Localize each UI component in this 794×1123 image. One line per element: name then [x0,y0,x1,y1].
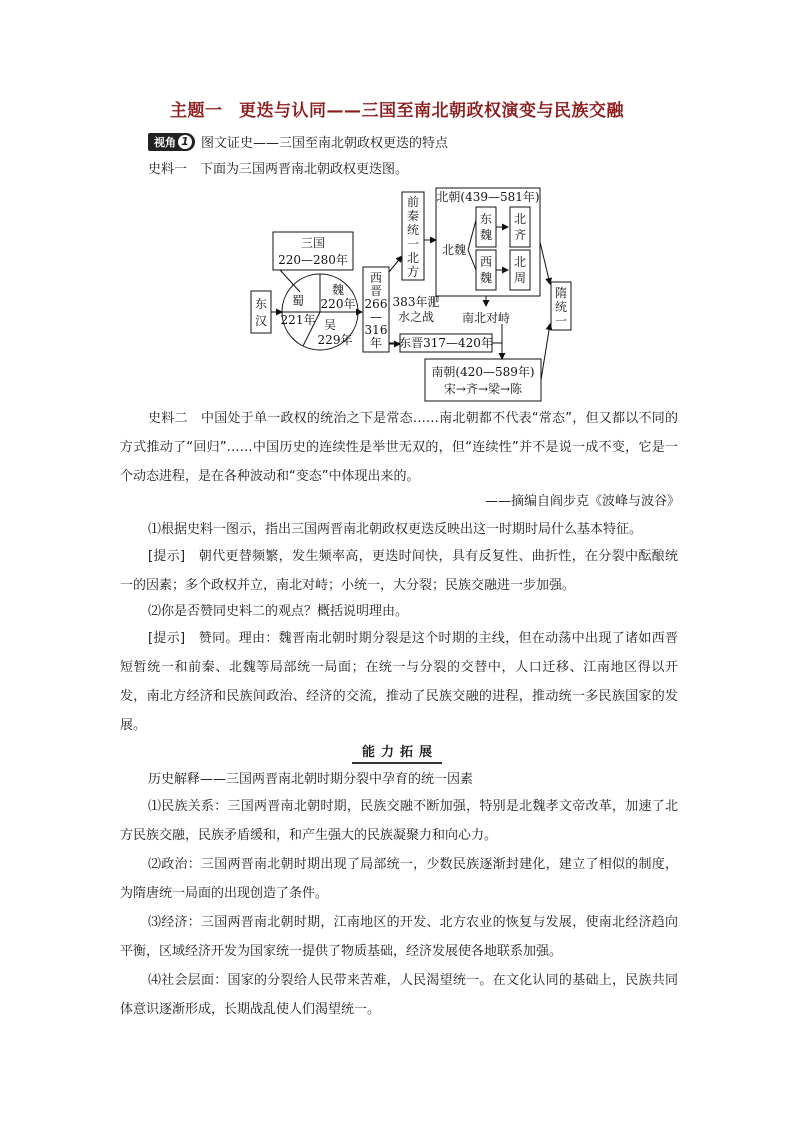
section-title: 能力拓展 [352,741,442,764]
xiwei-2: 魏 [479,271,493,285]
shu-year: 221年 [280,313,316,327]
xijin-1: 西 [369,271,383,285]
beiqi-2: 齐 [513,228,527,242]
xiwei-1: 西 [479,255,493,269]
qianqin-4: 一 [406,237,420,251]
answer-1: [提示] 朝代更替频繁，发生频率高，更迭时间快，具有反复性、曲折性，在分裂中酝酿统一的因素；多个政权并立，南北对峙；小统一，大分裂；民族交融进一步加强。 [120,549,678,593]
qianqin-6: 方 [406,265,420,279]
donghan-1: 东 [254,297,268,311]
regime-change-diagram [240,184,580,408]
beizhou-2: 周 [513,271,527,285]
sui-3: 一 [554,314,568,328]
nanchao-seq: 宋→齐→梁→陈 [443,382,523,396]
perspective-badge [148,133,195,151]
qianqin-2: 秦 [406,209,420,223]
question-2: ⑵你是否赞同史料二的观点？概括说明理由。 [148,604,409,619]
xijin-6: 年 [369,336,383,350]
answer-2: [提示] 赞同。理由：魏晋南北朝时期分裂是这个时期的主线，但在动荡中出现了诸如西晋短暂统一和前秦、北魏等局部统一局面；在统一与分裂的交替中，人口迁移、江南地区得以开发，南北方经济和民族间政治、经济的交流，推动了民族交融的进程，推动统一多民族国家的发展。 [120,631,678,733]
theme-label: 主题一 [170,101,223,121]
material1-intro: 史料一 下面为三国两晋南北朝政权更迭图。 [148,162,409,177]
wei-year: 220年 [320,297,356,311]
dongwei-1: 东 [479,212,493,226]
point-3: ⑶经济：三国两晋南北朝时期，江南地区的开发、北方农业的恢复与发展，使南北经济趋向平衡，区域经济开发为国家统一提供了物质基础，经济发展使各地联系加强。 [120,915,678,959]
wu-label: 吴 [323,318,337,332]
point-2: ⑵政治：三国两晋南北朝时期出现了局部统一，少数民族逐渐封建化，建立了相似的制度，为隋唐统一局面的出现创造了条件。 [120,857,678,901]
badge-number: 1 [178,135,192,149]
qianqin-5: 北 [406,251,420,265]
material2-source: ——摘编自阎步克《波峰与波谷》 [484,494,680,509]
question-1: ⑴根据史料一图示，指出三国两晋南北朝政权更迭反映出这一时期时局什么基本特征。 [148,522,643,537]
nanbei-duizhi: 南北对峙 [461,311,511,325]
wei-label: 魏 [331,283,345,297]
theme-title: 更迭与认同——三国至南北朝政权演变与民族交融 [238,101,624,121]
wu-year: 229年 [317,333,353,347]
sanguo-title: 三国 [300,236,326,250]
sui-1: 隋 [554,286,568,300]
sanguo-years: 220—280年 [278,253,348,267]
donghan-2: 汉 [254,314,268,328]
beiqi-1: 北 [513,212,527,226]
feishui-2: 水之战 [397,310,435,324]
dongwei-2: 魏 [479,228,493,242]
point-1: ⑴民族关系：三国两晋南北朝时期，民族交融不断加强，特别是北魏孝文帝改革，加速了北方民族交融，民族矛盾缓和，和产生强大的民族凝聚力和向心力。 [120,799,678,843]
beichao-title: 北朝(439—581年) [436,190,540,204]
xijin-3: 266 [364,297,388,311]
xijin-4: — [370,310,382,324]
sui-2: 统 [554,300,568,314]
shu-label: 蜀 [291,294,305,308]
nanchao-title: 南朝(420—589年) [431,365,535,379]
badge-label: 视角 [154,135,176,149]
perspective-text: 图文证史——三国至南北朝政权更迭的特点 [201,136,449,151]
perspective-heading [148,132,448,151]
qianqin-3: 统 [406,223,420,237]
page-title [0,96,794,121]
qianqin-1: 前 [406,195,420,209]
point-4: ⑷社会层面：国家的分裂给人民带来苦难，人民渴望统一。在文化认同的基础上，民族共同体意识逐渐形成，长期战乱使人们渴望统一。 [120,973,678,1017]
xijin-5: 316 [364,323,388,337]
material2-text: 史料二 中国处于单一政权的统治之下是常态……南北朝都不代表“常态”，但又都以不同的方式推动了“回归”……中国历史的连续性是举世无双的，但“连续性”并不是说一成不变，它是一个动态进程，是在各种波动和“变态”中体现出来的。 [120,411,678,484]
feishui-1: 383年淝 [392,295,440,309]
beiwei-label: 北魏 [441,243,467,257]
xijin-2: 晋 [369,284,383,298]
diagram-svg [240,184,580,404]
dongjin-label: 东晋317—420年 [399,336,493,350]
beizhou-1: 北 [513,255,527,269]
section-heading [0,741,794,764]
explain-intro: 历史解释——三国两晋南北朝时期分裂中孕育的统一因素 [148,772,474,787]
